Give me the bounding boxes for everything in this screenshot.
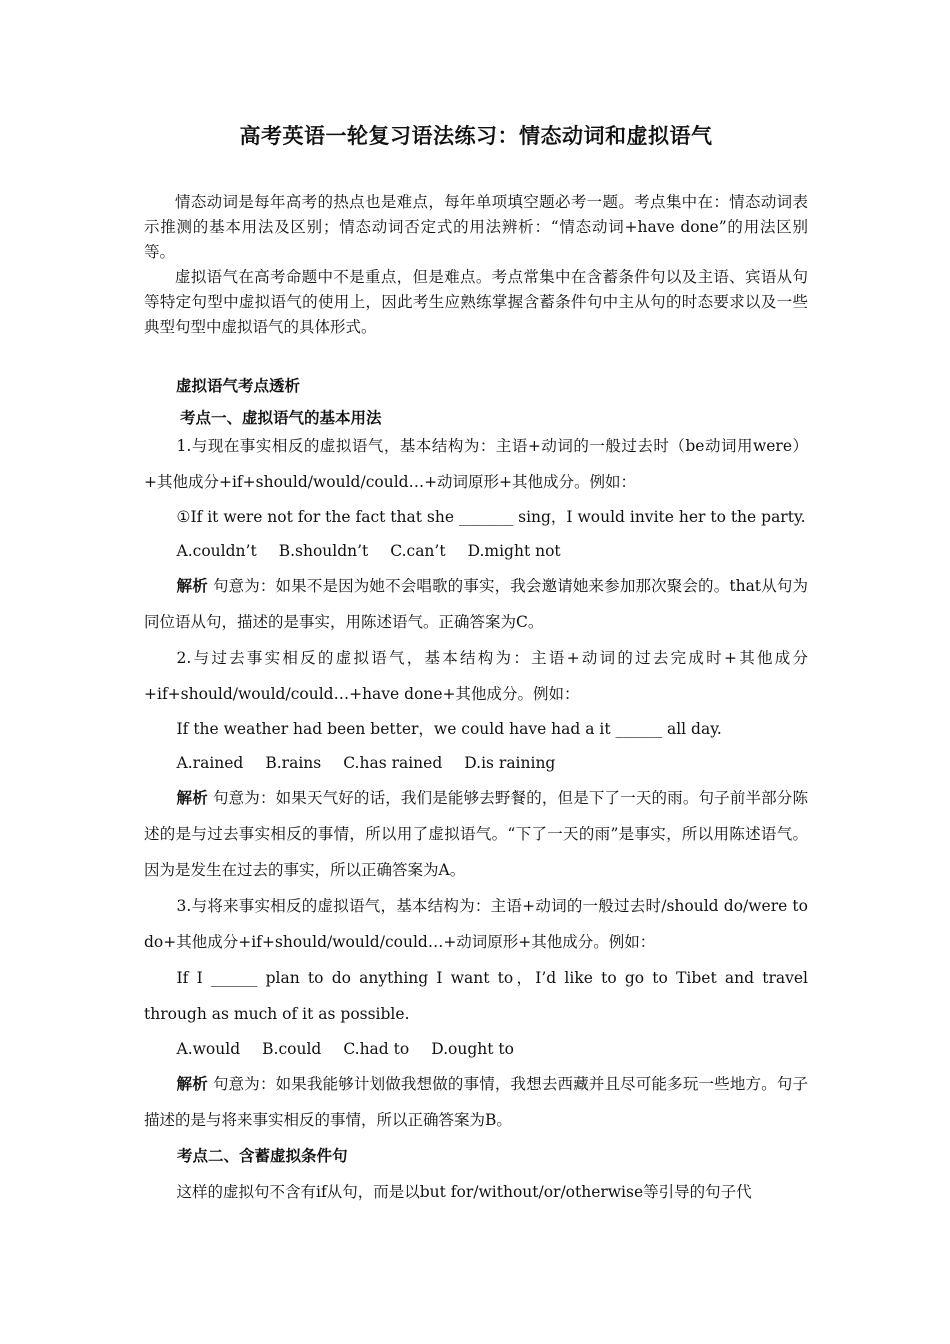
item3-options [144, 1032, 808, 1066]
option-b: B.shouldn’t [278, 542, 369, 560]
intro-paragraph-subjunctive: 虚拟语气在高考命题中不是重点，但是难点。考点常集中在含蓄条件句以及主语、宾语从句等特定句型中虚拟语气的使用上，因此考生应熟练掌握含蓄条件句中主从句的时态要求以及一些典型句型中虚拟语气的具体形式。 [144, 268, 808, 336]
item2-analysis [144, 780, 808, 888]
analysis-label: 解析 [176, 577, 208, 595]
item1-question: ①If it were not for the fact that she _______ sing，I would invite her to the party. [176, 508, 806, 526]
point2-body [144, 1174, 808, 1210]
section-heading: 虚拟语气考点透析 [176, 377, 301, 395]
option-b: B.could [262, 1040, 322, 1058]
analysis-label: 解析 [176, 1075, 208, 1093]
point2-heading: 考点二、含蓄虚拟条件句 [177, 1147, 348, 1165]
item1-options [144, 534, 808, 568]
item1-rule: 1.与现在事实相反的虚拟语气，基本结构为：主语+动词的一般过去时（be动词用were）+其他成分+if+should/would/could…+动词原形+其他成分。例如： [144, 437, 808, 491]
point1-heading: 考点一、虚拟语气的基本用法 [180, 409, 382, 427]
option-c: C.can’t [390, 542, 446, 560]
analysis-label: 解析 [176, 789, 208, 807]
item1-analysis [144, 568, 808, 640]
intro-section [144, 190, 808, 340]
option-d: D.is raining [464, 754, 556, 772]
document-title: 高考英语一轮复习语法练习：情态动词和虚拟语气 [239, 124, 713, 148]
analysis-text: 句意为：如果不是因为她不会唱歌的事实，我会邀请她来参加那次聚会的。that从句为同位语从句，描述的是事实，用陈述语气。正确答案为C。 [144, 577, 808, 631]
point1-body [144, 428, 808, 1138]
item3-analysis [144, 1066, 808, 1138]
point2-text: 这样的虚拟句不含有if从句，而是以but for/without/or/otherwise等引导的句子代 [176, 1183, 752, 1201]
item2-question: If the weather had been better，we could have had a it ______ all day. [176, 720, 722, 738]
item2-rule: 2.与过去事实相反的虚拟语气，基本结构为：主语+动词的过去完成时+其他成分+if+should/would/could…+have done+其他成分。例如： [144, 649, 808, 703]
item3-question: If I ______ plan to do anything I want to，I’d like to go to Tibet and travel through as much of it as possible. [144, 969, 808, 1023]
option-a: A.would [176, 1040, 241, 1058]
intro-paragraph-modal: 情态动词是每年高考的热点也是难点，每年单项填空题必考一题。考点集中在：情态动词表示推测的基本用法及区别；情态动词否定式的用法辨析：“情态动词+have done”的用法区别等。 [144, 193, 808, 261]
option-a: A.rained [176, 754, 244, 772]
document-page [144, 120, 808, 1210]
option-d: D.ought to [431, 1040, 514, 1058]
option-a: A.couldn’t [176, 542, 257, 560]
option-b: B.rains [265, 754, 322, 772]
analysis-text: 句意为：如果我能够计划做我想做的事情，我想去西藏并且尽可能多玩一些地方。句子描述的是与将来事实相反的事情，所以正确答案为B。 [144, 1075, 808, 1129]
option-d: D.might not [467, 542, 561, 560]
analysis-text: 句意为：如果天气好的话，我们是能够去野餐的，但是下了一天的雨。句子前半部分陈述的是与过去事实相反的事情，所以用了虚拟语气。“下了一天的雨”是事实，所以用陈述语气。因为是发生在过去的事实，所以正确答案为A。 [144, 789, 808, 879]
option-c: C.has rained [343, 754, 443, 772]
item2-options [144, 746, 808, 780]
option-c: C.had to [343, 1040, 410, 1058]
item3-rule: 3.与将来事实相反的虚拟语气，基本结构为：主语+动词的一般过去时/should do/were to do+其他成分+if+should/would/could…+动词原形+其他成分。例如： [144, 897, 808, 951]
